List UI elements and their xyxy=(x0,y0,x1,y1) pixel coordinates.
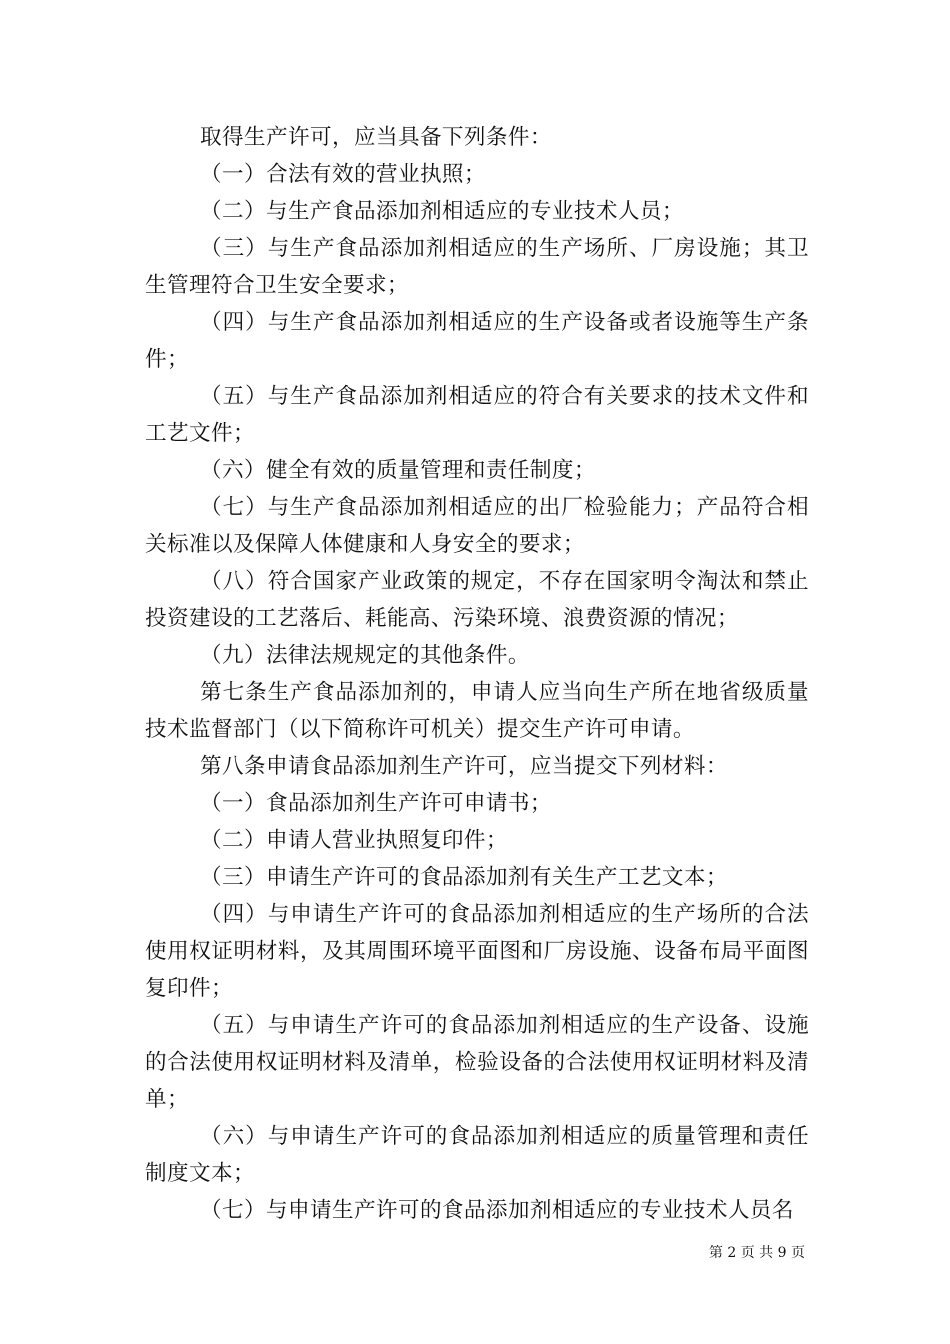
paragraph: （二）与生产食品添加剂相适应的专业技术人员； xyxy=(200,199,684,224)
paragraph: （二）申请人营业执照复印件； xyxy=(200,828,508,853)
paragraph: （五）与申请生产许可的食品添加剂相适应的生产设备、设施的合法使用权证明材料及清单，检验设备的合法使用权证明材料及清单； xyxy=(145,1013,809,1112)
paragraph: （五）与生产食品添加剂相适应的符合有关要求的技术文件和工艺文件； xyxy=(145,384,809,446)
paragraph: （七）与生产食品添加剂相适应的出厂检验能力；产品符合相关标准以及保障人体健康和人身安全的要求； xyxy=(145,495,809,557)
paragraph: （四）与申请生产许可的食品添加剂相适应的生产场所的合法使用权证明材料，及其周围环境平面图和厂房设施、设备布局平面图复印件； xyxy=(145,902,809,1001)
paragraph: （八）符合国家产业政策的规定，不存在国家明令淘汰和禁止投资建设的工艺落后、耗能高、污染环境、浪费资源的情况； xyxy=(145,569,809,631)
paragraph: （六）健全有效的质量管理和责任制度； xyxy=(200,458,596,483)
paragraph: （六）与申请生产许可的食品添加剂相适应的质量管理和责任制度文本； xyxy=(145,1124,809,1186)
paragraph: 第七条生产食品添加剂的，申请人应当向生产所在地省级质量技术监督部门（以下简称许可机关）提交生产许可申请。 xyxy=(145,680,809,742)
paragraph: （九）法律法规规定的其他条件。 xyxy=(200,643,530,668)
paragraph: （四）与生产食品添加剂相适应的生产设备或者设施等生产条件； xyxy=(145,310,809,372)
paragraph: 取得生产许可，应当具备下列条件： xyxy=(200,125,552,150)
paragraph: （三）与生产食品添加剂相适应的生产场所、厂房设施；其卫生管理符合卫生安全要求； xyxy=(145,236,809,298)
paragraph: （一）合法有效的营业执照； xyxy=(200,162,486,187)
paragraph: （三）申请生产许可的食品添加剂有关生产工艺文本； xyxy=(200,865,728,890)
document-body xyxy=(145,119,809,1229)
paragraph: 第八条申请食品添加剂生产许可，应当提交下列材料： xyxy=(200,754,728,779)
paragraph: （七）与申请生产许可的食品添加剂相适应的专业技术人员名 xyxy=(200,1198,794,1223)
page-number-footer: 第 2 页 共 9 页 xyxy=(708,1245,805,1261)
paragraph: （一）食品添加剂生产许可申请书； xyxy=(200,791,552,816)
